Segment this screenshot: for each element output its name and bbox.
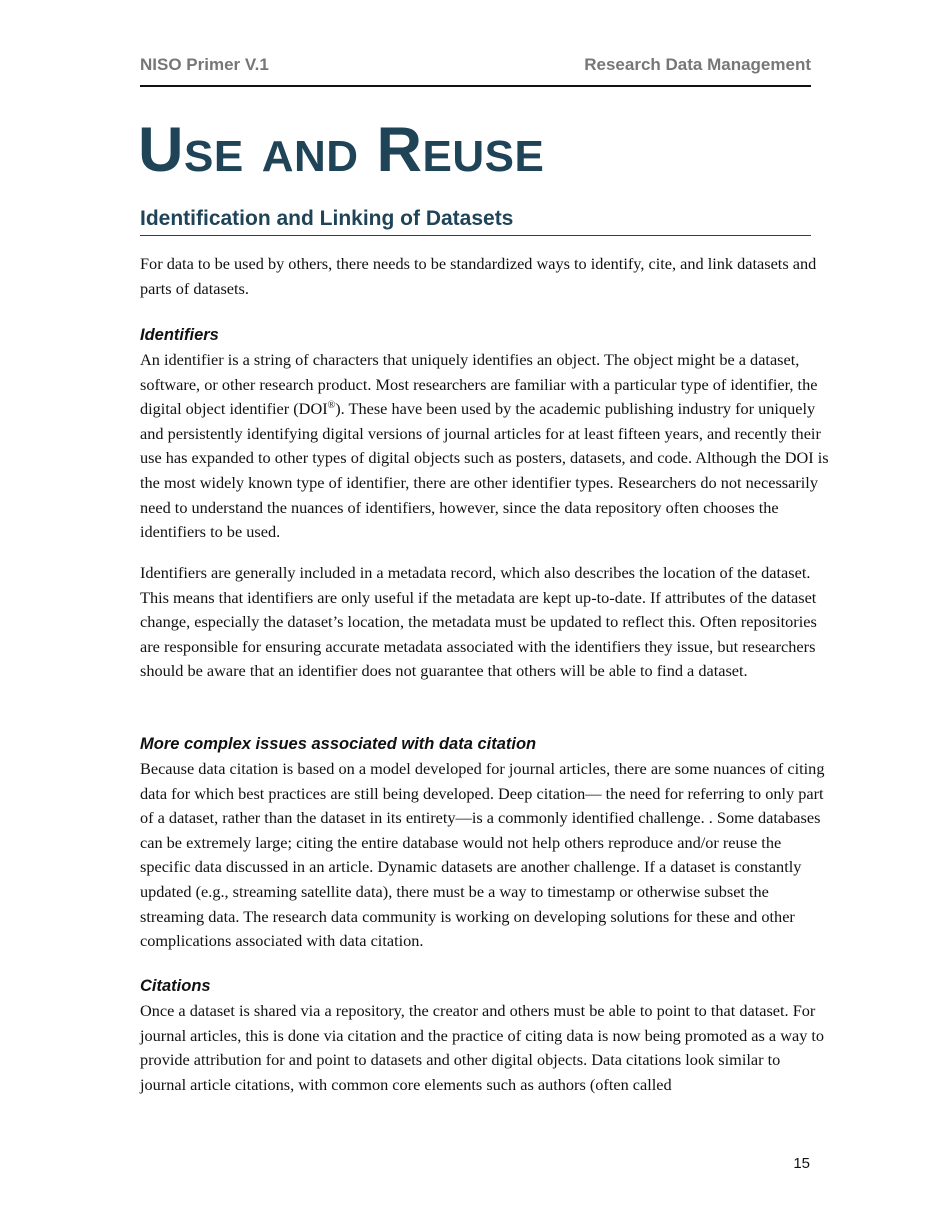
identifiers-p1-text-a: An identifier is a string of characters that uniquely identifies an object. The object might be a dataset, software, or other research product. Most researchers are familiar with a particular type of identifier, the digital object identifier (DOI [140, 350, 818, 419]
identifiers-paragraph-2: Identifiers are generally included in a metadata record, which also describes the location of the dataset. This means that identifiers are only useful if the metadata are kept up-to-date. If attributes of the dataset change, especially the dataset’s location, the metadata must be updated to reflect this. Often repositories are responsible for ensuring accurate metadata associated with the identifiers they issue, but researchers should be aware that an identifier does not guarantee that others will be able to find a dataset. [140, 563, 817, 681]
identifiers-paragraph-1 [140, 348, 830, 545]
intro-paragraph: For data to be used by others, there needs to be standardized ways to identify, cite, and link datasets and parts of datasets. [140, 254, 817, 298]
section-heading: Identification and Linking of Datasets [140, 206, 811, 236]
identifiers-heading: Identifiers [140, 326, 219, 344]
citations-heading: Citations [140, 977, 211, 995]
complex-issues-paragraph: Because data citation is based on a model developed for journal articles, there are some nuances of citing data for which best practices are still being developed. Deep citation— the need for referring to only part of a dataset, rather than the dataset in its entirety—is a commonly identified challenge. . Some databases can be extremely large; citing the entire database would not help others reproduce and/or reuse the specific data discussed in an article. Dynamic datasets are another challenge. If a dataset is constantly updated (e.g., streaming satellite data), there must be a way to timestamp or otherwise subset the streaming data. The research data community is working on developing solutions for these and other complications associated with data citation. [140, 759, 825, 951]
header-chapter-name: Research Data Management [584, 55, 811, 74]
citations-paragraph: Once a dataset is shared via a repository, the creator and others must be able to point to that dataset. For journal articles, this is done via citation and the practice of citing data is now being promoted as a way to provide attribution for and point to datasets and other digital objects. Data citations look similar to journal article citations, with common core elements such as authors (often called [140, 1001, 825, 1094]
chapter-title: Use and Reuse [138, 115, 545, 185]
complex-issues-heading: More complex issues associated with data citation [140, 735, 537, 753]
registered-mark: ® [327, 400, 336, 412]
identifiers-p1-text-b: ). These have been used by the academic publishing industry for uniquely and persistently identifying digital versions of journal articles for at least fifteen years, and recently their use has expanded to other types of digital objects such as posters, datasets, and code. Although the DOI is the most widely known type of identifier, there are other identifier types. Researchers do not necessarily need to understand the nuances of identifiers, however, since the data repository often chooses the identifiers to be used. [140, 399, 829, 542]
page-number: 15 [793, 1155, 810, 1172]
header-document-title: NISO Primer V.1 [140, 55, 269, 74]
running-header [140, 55, 811, 87]
